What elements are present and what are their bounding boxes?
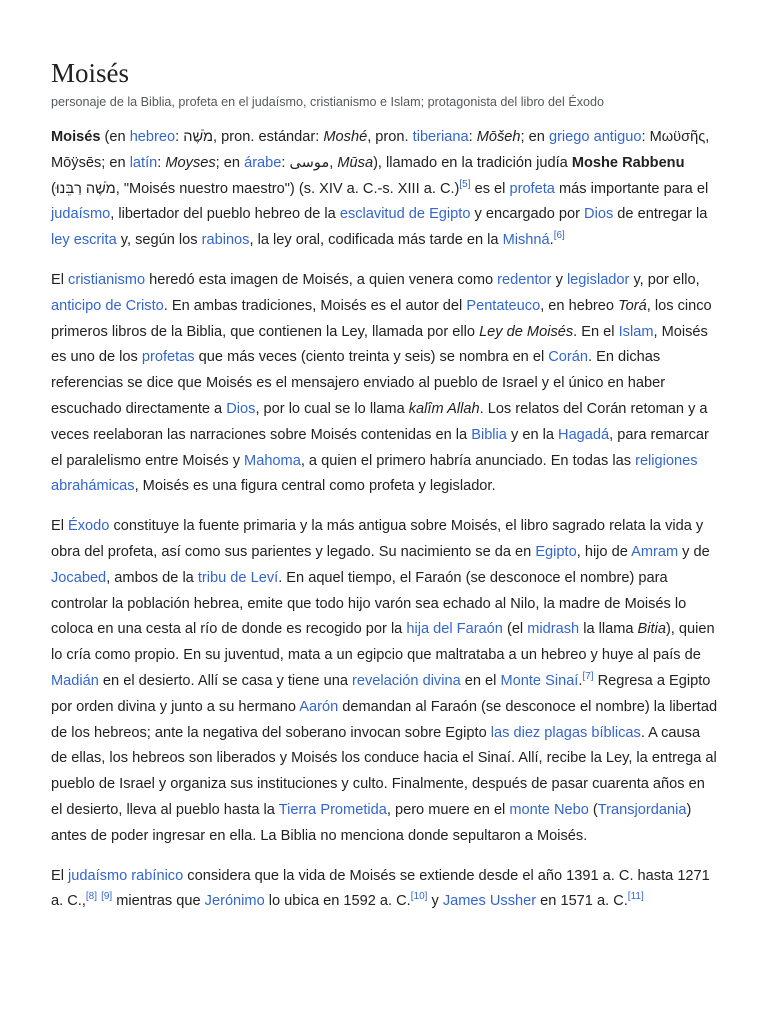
ref-10 xyxy=(411,891,428,902)
link-tribu-de-levi[interactable]: tribu de Leví xyxy=(197,569,279,586)
italic-text: kalîm Allah xyxy=(408,400,480,417)
text-run: , la ley oral, codificada más tarde en la xyxy=(249,232,503,249)
ref-5-link[interactable]: [5] xyxy=(459,178,471,190)
text-run: lo ubica en 1592 a. C. xyxy=(264,893,411,910)
italic-text: Mūsa xyxy=(337,154,374,171)
text-run: El xyxy=(51,518,69,535)
text-run: . A causa de ellas, los hebreos son liberados y Moisés los conduce hacia el Sinaí. Allí, recibe la Ley, la entrega al pueblo de Israel y organiza sus instituciones y culto. Finalmente, después de pasar cuarenta años en el desierto, lleva al pueblo hasta la xyxy=(51,724,717,818)
page-subtitle: personaje de la Biblia, profeta en el judaísmo, cristianismo e Islam; protagonista del libro del Éxodo xyxy=(51,95,605,109)
paragraph-1 xyxy=(51,125,718,254)
link-hebreo[interactable]: hebreo xyxy=(129,129,176,145)
link-exodo[interactable]: Éxodo xyxy=(68,518,110,535)
link-judaismo-rabinico[interactable]: judaísmo rabínico xyxy=(68,867,184,884)
link-griego-antiguo[interactable]: griego antiguo xyxy=(548,129,642,145)
text-run: y xyxy=(427,893,443,910)
text-run: en 1571 a. C. xyxy=(536,893,628,910)
text-run: ; en xyxy=(520,129,549,145)
text-run: , los cinco primeros libros de la Biblia, que contienen la Ley, llamada por ello xyxy=(51,297,712,340)
link-islam[interactable]: Islam xyxy=(618,323,654,340)
text-run: en el xyxy=(460,672,501,689)
ref-7-link[interactable]: [7] xyxy=(582,671,594,683)
text-run: , a quien el primero habría anunciado. En todas las xyxy=(300,452,636,469)
text-run: heredó esta imagen de Moisés, a quien venera como xyxy=(145,271,498,288)
text-run: , pero muere en el xyxy=(386,801,510,818)
text-run: la llama xyxy=(579,621,638,638)
text-run: ( xyxy=(588,801,598,818)
ref-8 xyxy=(86,891,97,902)
link-tierra-prometida[interactable]: Tierra Prometida xyxy=(278,801,387,818)
text-run: : xyxy=(157,154,166,171)
link-hija-del-faraon[interactable]: hija del Faraón xyxy=(406,621,503,638)
text-run: ), llamado en la tradición judía xyxy=(373,154,572,171)
link-jeronimo[interactable]: Jerónimo xyxy=(204,893,265,910)
text-run: , hijo de xyxy=(576,543,632,560)
ref-9-link[interactable]: [9] xyxy=(101,891,113,903)
italic-text: Bitia xyxy=(637,621,666,638)
link-biblia[interactable]: Biblia xyxy=(471,426,507,443)
link-dios-2[interactable]: Dios xyxy=(226,400,256,417)
link-jocabed[interactable]: Jocabed xyxy=(51,569,107,586)
text-run: considera que la vida de Moisés se extiende desde el año 1391 a. C. hasta 1271 a. C., xyxy=(51,867,710,910)
text-run: . xyxy=(549,232,554,249)
text-run: (en xyxy=(100,129,130,145)
italic-text: Torá xyxy=(618,297,647,314)
link-transjordania[interactable]: Transjordania xyxy=(597,801,687,818)
text-run: que más veces (ciento treinta y seis) se nombra en el xyxy=(194,349,549,366)
ref-6 xyxy=(554,230,565,241)
text-run: , por lo cual se lo llama xyxy=(255,400,409,417)
ref-8-link[interactable]: [8] xyxy=(85,891,97,903)
link-las-diez-plagas-biblicas[interactable]: las diez plagas bíblicas xyxy=(490,724,641,741)
text-run: y, según los xyxy=(116,232,202,249)
text-run: ; en xyxy=(215,154,245,171)
link-madian[interactable]: Madián xyxy=(51,672,99,689)
bold-text: Moisés xyxy=(51,129,101,145)
link-monte-sinai[interactable]: Monte Sinaí xyxy=(500,672,579,689)
link-revelacion-divina[interactable]: revelación divina xyxy=(352,672,461,689)
text-run: , Moisés es una figura central como profeta y legislador. xyxy=(134,478,496,495)
link-james-ussher[interactable]: James Ussher xyxy=(442,893,537,910)
text-run: ) antes de poder ingresar en ella. La Biblia no menciona donde sepultaron a Moisés. xyxy=(51,801,692,844)
text-run: . En el xyxy=(573,323,619,340)
ref-11-link[interactable]: [11] xyxy=(627,891,644,903)
page-title: Moisés xyxy=(51,58,130,88)
link-hagada[interactable]: Hagadá xyxy=(558,426,610,443)
text-run: , ambos de la xyxy=(106,569,198,586)
text-run: , Moisés es uno de los xyxy=(51,323,708,366)
text-run: de entregar la xyxy=(613,206,708,223)
ref-9 xyxy=(101,891,112,902)
text-run: . En dichas referencias se dice que Moisés es el mensajero enviado al pueblo de Israel y el único en haber escuchado directamente a xyxy=(51,349,666,417)
text-run: demandan al Faraón (se desconoce el nombre) la libertad de los hebreos; ante la negativa del soberano invocan sobre Egipto xyxy=(51,698,718,741)
text-run: ), quien lo cría como propio. En su juventud, mata a un egipcio que maltrataba a un hebreo y huye al país de xyxy=(51,621,715,664)
ref-5 xyxy=(459,179,470,190)
link-profeta[interactable]: profeta xyxy=(509,180,555,197)
link-arabe[interactable]: árabe xyxy=(244,154,282,171)
text-run: en el desierto. Allí se casa y tiene una xyxy=(98,672,352,689)
text-run: El xyxy=(51,867,69,884)
text-run: . En aquel tiempo, el Faraón (se desconoce el nombre) para controlar la población hebrea, emite que todo hijo varón sea echado al Nilo, la madre de Moisés lo coloca en una cesta al río de donde es recogido por la xyxy=(51,569,687,638)
link-cristianismo[interactable]: cristianismo xyxy=(68,271,146,288)
text-run: : מֹשֶׁה, pron. estándar: xyxy=(175,129,324,145)
italic-text: Moshé xyxy=(323,129,368,145)
text-run: , en hebreo xyxy=(540,297,619,314)
link-mahoma[interactable]: Mahoma xyxy=(244,452,301,469)
link-monte-nebo[interactable]: monte Nebo xyxy=(509,801,589,818)
ref-11 xyxy=(628,891,644,902)
text-run: y, por ello, xyxy=(629,271,700,288)
text-run: (מֹשֶׁה רַבֵּנוּ, "Moisés nuestro maestro") (s. XIV a. C.-s. XIII a. C.) xyxy=(51,180,460,197)
link-legislador[interactable]: legislador xyxy=(566,271,630,288)
text-run: y encargado por xyxy=(470,206,585,223)
text-run: y xyxy=(551,271,567,288)
link-tiberiana[interactable]: tiberiana xyxy=(412,129,469,145)
italic-text: Ley de Moisés xyxy=(479,323,574,340)
ref-10-link[interactable]: [10] xyxy=(410,891,428,903)
text-run: y en la xyxy=(506,426,559,443)
text-run: . Los relatos del Corán retoman y a veces reelaboran las narraciones sobre Moisés contenidas en la xyxy=(51,400,708,443)
text-run: Regresa a Egipto por orden divina y junto a su hermano xyxy=(51,672,711,715)
link-judaismo[interactable]: judaísmo xyxy=(51,206,111,223)
link-ley-escrita[interactable]: ley escrita xyxy=(51,232,117,249)
text-run: , pron. xyxy=(367,129,413,145)
text-run: . En ambas tradiciones, Moisés es el autor del xyxy=(163,297,467,314)
bold-text: Moshe Rabbenu xyxy=(571,154,685,171)
link-pentateuco[interactable]: Pentateuco xyxy=(466,297,541,314)
link-coran[interactable]: Corán xyxy=(548,349,589,366)
link-profetas[interactable]: profetas xyxy=(141,349,195,366)
text-run: constituye la fuente primaria y la más antigua sobre Moisés, el libro sagrado relata la vida y obra del profeta, así como sus parientes y legado. Su nacimiento se da en xyxy=(51,518,704,560)
article-body xyxy=(51,125,718,915)
text-run: : موسى, xyxy=(281,154,338,171)
text-run: y de xyxy=(678,543,710,560)
text-run: El xyxy=(51,271,69,288)
ref-7 xyxy=(582,671,593,682)
link-egipto[interactable]: Egipto xyxy=(535,543,577,560)
text-run: : xyxy=(468,129,477,145)
link-latin[interactable]: latín xyxy=(129,154,158,171)
text-run: más importante para el xyxy=(554,180,709,197)
italic-text: Moyses xyxy=(165,154,216,171)
link-dios[interactable]: Dios xyxy=(584,206,614,223)
text-run: , para remarcar el paralelismo entre Moisés y xyxy=(51,426,709,469)
paragraph-2 xyxy=(51,268,718,500)
italic-text: Mōšeh xyxy=(476,129,521,145)
link-anticipo-de-cristo[interactable]: anticipo de Cristo xyxy=(51,297,164,314)
text-run: : Μωϋσῆς, Mōÿsēs; en xyxy=(51,129,710,171)
text-run: (el xyxy=(502,621,528,638)
paragraph-3 xyxy=(51,514,718,849)
text-run: mientras que xyxy=(112,893,205,910)
ref-6-link[interactable]: [6] xyxy=(553,230,565,242)
text-run: es el xyxy=(470,180,510,197)
text-run: . xyxy=(578,672,583,689)
link-mishna[interactable]: Mishná xyxy=(502,232,550,249)
link-esclavitud-de-egipto[interactable]: esclavitud de Egipto xyxy=(339,206,471,223)
text-run: , libertador del pueblo hebreo de la xyxy=(110,206,340,223)
paragraph-4 xyxy=(51,864,718,916)
link-midrash[interactable]: midrash xyxy=(527,621,580,638)
link-amram[interactable]: Amram xyxy=(631,543,679,560)
link-redentor[interactable]: redentor xyxy=(497,271,552,288)
link-religiones-abrahamicas[interactable]: religiones abrahámicas xyxy=(51,452,698,495)
link-aaron[interactable]: Aarón xyxy=(299,698,339,715)
link-rabinos[interactable]: rabinos xyxy=(201,232,250,249)
